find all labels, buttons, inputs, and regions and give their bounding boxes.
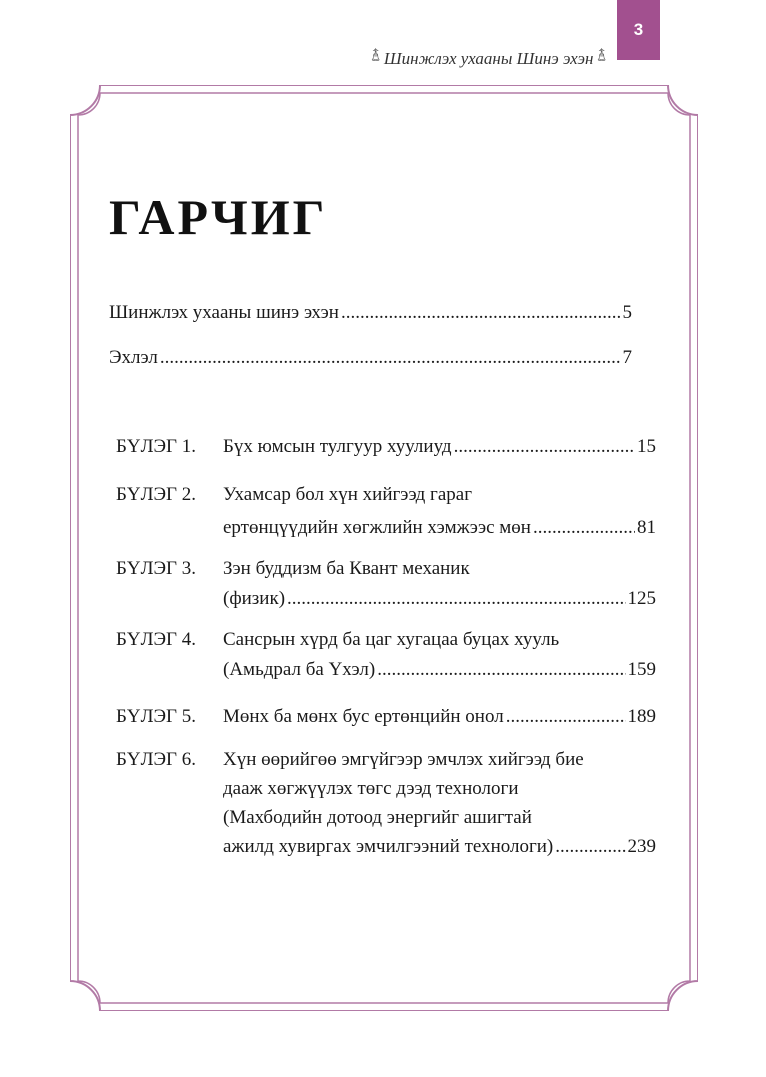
running-header [371, 38, 606, 80]
toc-entry-title: Шинжлэх ухааны шинэ эхэн [109, 302, 339, 323]
chapter-label: БҮЛЭГ 5. [116, 706, 197, 727]
chapter-page: 125 [627, 588, 656, 609]
page-title: ГАРЧИГ [109, 189, 328, 245]
toc-entry-page: 5 [622, 302, 632, 323]
chapter-page: 159 [627, 659, 656, 680]
toc-entry-title: Эхлэл [109, 347, 158, 368]
toc-entry-page: 7 [622, 347, 632, 368]
chapter-label: БҮЛЭГ 6. [116, 749, 197, 770]
chapter-title-last-line: ажилд хувиргах эмчилгээний технологи) [223, 836, 554, 857]
chapter-label: БҮЛЭГ 4. [116, 629, 197, 650]
chapter-title: Бүх юмсын тулгуур хуулиуд [223, 436, 452, 457]
chapter-title-line: (Махбодийн дотоод энергийг ашигтай [223, 807, 532, 828]
chapter-label: БҮЛЭГ 3. [116, 558, 197, 579]
chapter-title-line: Хүн өөрийгөө эмгүйгээр эмчлэх хийгээд бие [223, 749, 584, 770]
dot-leader [533, 514, 635, 541]
dot-leader [341, 299, 621, 326]
chapter-page: 189 [627, 706, 656, 727]
toc-entry-front-2[interactable] [109, 344, 632, 371]
dot-leader [555, 833, 625, 860]
toc-entry-front-1[interactable] [109, 299, 632, 326]
dot-leader [506, 703, 626, 730]
chapter-label: БҮЛЭГ 2. [116, 484, 197, 505]
dot-leader [454, 433, 635, 460]
chapter-title-last-line: ертөнцүүдийн хөгжлийн хэмжээс мөн [223, 517, 531, 538]
page-number: 3 [633, 20, 644, 39]
running-title: Шинжлэх ухааны Шинэ эхэн [383, 49, 594, 68]
chapter-title-line: дааж хөгжүүлэх төгс дээд технологи [223, 778, 519, 799]
chapter-page: 81 [637, 517, 656, 538]
chapter-page: 15 [637, 436, 656, 457]
dot-leader [377, 656, 625, 683]
left-ornament-icon: ࿄ [371, 47, 380, 63]
chapter-title-last-line: (Амьдрал ба Үхэл) [223, 659, 376, 680]
dot-leader [160, 344, 621, 371]
chapter-label: БҮЛЭГ 1. [116, 436, 197, 457]
chapter-title: Мөнх ба мөнх бус ертөнцийн онол [223, 706, 504, 727]
right-ornament-icon: ࿄ [597, 47, 606, 63]
chapter-page: 239 [627, 836, 656, 857]
chapter-title-line: Ухамсар бол хүн хийгээд гараг [223, 484, 472, 505]
chapter-title-line: Сансрын хүрд ба цаг хугацаа буцах хууль [223, 629, 560, 650]
chapter-title-line: Зэн буддизм ба Квант механик [223, 558, 470, 579]
dot-leader [287, 585, 625, 612]
page-number-tab [617, 0, 660, 60]
chapter-title-last-line: (физик) [223, 588, 286, 609]
